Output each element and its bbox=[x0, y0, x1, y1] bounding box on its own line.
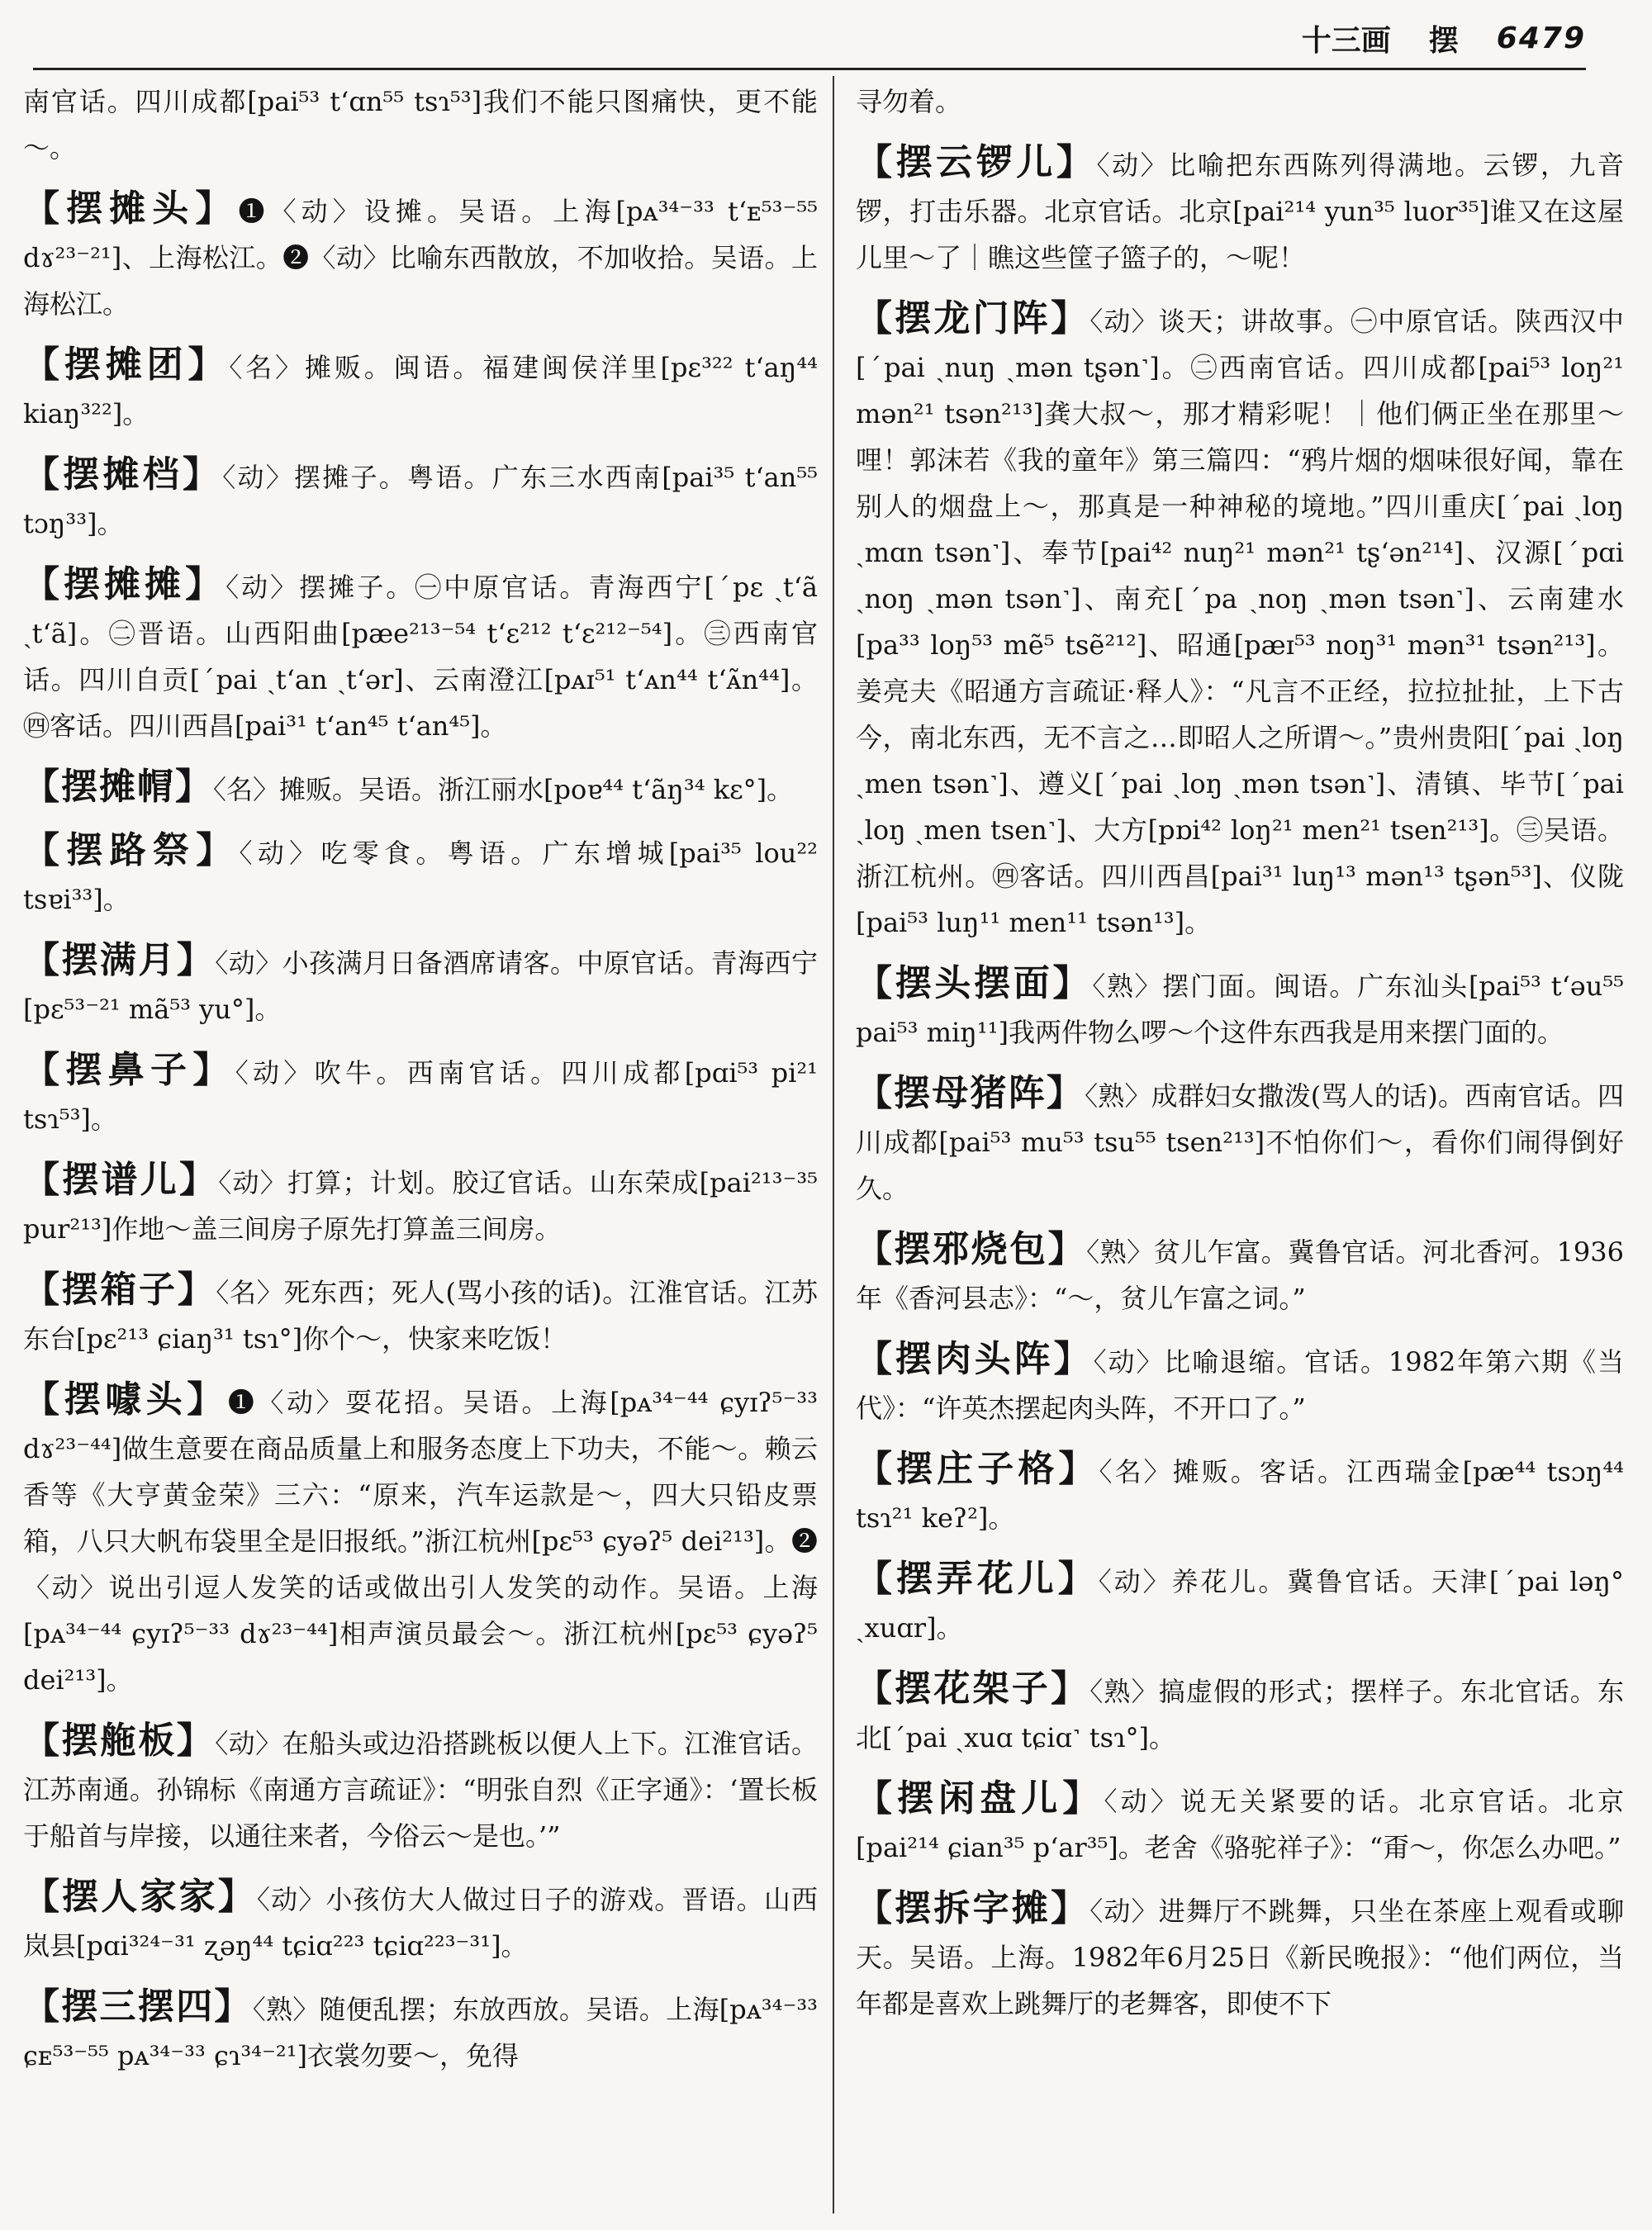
dictionary-entry bbox=[856, 1556, 1624, 1651]
section-label: 十三画 bbox=[1301, 22, 1391, 58]
dictionary-entry bbox=[23, 1874, 818, 1969]
entry-text: ❶〈动〉设摊。吴语。上海[pᴀ³⁴⁻³³ t‘ᴇ⁵³⁻⁵⁵ dɤ²³⁻²¹]、上海松江。❷〈动〉比喻东西散放，不加收拾。吴语。上海松江。 bbox=[23, 196, 818, 320]
dictionary-entry bbox=[856, 1886, 1624, 2027]
dictionary-entry bbox=[23, 937, 818, 1032]
entry-headword: 【摆拆字摊】 bbox=[856, 1887, 1090, 1929]
entry-text: 〈动〉摆摊子。粤语。广东三水西南[pai³⁵ t‘an⁵⁵ tɔŋ³³]。 bbox=[23, 462, 818, 539]
entry-headword: 【摆路祭】 bbox=[23, 829, 240, 871]
column-divider bbox=[833, 76, 834, 2213]
entry-headword: 【摆肉头阵】 bbox=[856, 1338, 1094, 1380]
entry-headword: 【摆摊头】 bbox=[23, 187, 239, 230]
entry-text: 〈名〉摊贩。吴语。浙江丽水[poɐ⁴⁴ t‘ãŋ³⁴ kɛ°]。 bbox=[213, 774, 794, 805]
entry-headword: 【摆云锣儿】 bbox=[856, 141, 1097, 183]
dictionary-entry bbox=[23, 1377, 818, 1703]
entry-text: 〈动〉吃零食。粤语。广东增城[pai³⁵ lou²² tsɐi³³]。 bbox=[23, 837, 818, 915]
dictionary-entry bbox=[856, 1226, 1624, 1321]
entry-headword: 【摆庄子格】 bbox=[856, 1448, 1099, 1490]
dictionary-entry bbox=[23, 1157, 818, 1252]
entry-headword: 【摆鼻子】 bbox=[23, 1049, 235, 1091]
entry-text: 〈熟〉成群妇女撒泼(骂人的话)。西南官话。四川成都[pai⁵³ mu⁵³ tsu⁵⁵ tsen²¹³]不怕你们～，看你们闹得倒好久。 bbox=[856, 1080, 1624, 1204]
entry-text: 〈名〉死东西；死人(骂小孩的话)。江淮官话。江苏东台[pɛ²¹³ ɕiaŋ³¹ tsɿ°]你个～，快家来吃饭！ bbox=[23, 1277, 818, 1355]
dictionary-entry bbox=[856, 961, 1624, 1056]
entry-text: 〈动〉进舞厅不跳舞，只坐在茶座上观看或聊天。吴语。上海。1982年6月25日《新民晚报》：“他们两位，当年都是喜欢上跳舞厅的老舞客，即使不下 bbox=[856, 1896, 1624, 2019]
entry-headword: 【摆三摆四】 bbox=[23, 1986, 253, 2028]
radical-char: 摆 bbox=[1428, 22, 1459, 58]
entry-text: 〈动〉打算；计划。胶辽官话。山东荣成[pai²¹³⁻³⁵ pur²¹³]作地～盖三间房子原先打算盖三间房。 bbox=[23, 1167, 818, 1245]
dictionary-entry bbox=[23, 562, 818, 749]
dictionary-entry bbox=[856, 1070, 1624, 1212]
entry-headword: 【摆满月】 bbox=[23, 939, 216, 981]
entry-headword: 【摆邪烧包】 bbox=[856, 1228, 1087, 1270]
dictionary-entry bbox=[856, 1336, 1624, 1431]
dictionary-entry bbox=[856, 140, 1624, 281]
entry-text: 〈动〉说无关紧要的话。北京官话。北京[pai²¹⁴ ɕian³⁵ p‘ar³⁵]。老舍《骆驼祥子》：“甭～，你怎么办吧。” bbox=[856, 1786, 1624, 1863]
entry-text: 〈动〉在船头或边沿搭跳板以便人上下。江淮官话。江苏南通。孙锦标《南通方言疏证》：“明张自烈《正字通》：‘置长板于船首与岸接，以通往来者，今俗云～是也。’” bbox=[23, 1728, 818, 1852]
dictionary-entry bbox=[23, 452, 818, 547]
entry-headword: 【摆摊档】 bbox=[23, 453, 223, 496]
entry-headword: 【摆噱头】 bbox=[23, 1378, 228, 1421]
dictionary-entry bbox=[856, 1666, 1624, 1761]
entry-text: 南官话。四川成都[pai⁵³ t‘ɑn⁵⁵ tsɿ⁵³]我们不能只图痛快，更不能～。 bbox=[23, 86, 818, 164]
right-column bbox=[856, 76, 1624, 2223]
entry-text: 〈熟〉摆门面。闽语。广东汕头[pai⁵³ t‘əu⁵⁵ pai⁵³ miŋ¹¹]我两件物么啰～个这件东西我是用来摆门面的。 bbox=[856, 970, 1624, 1048]
entry-text: 〈动〉摆摊子。㊀中原官话。青海西宁[ˊpɛ ˏt‘ã ˏt‘ã]。㊁晋语。山西阳曲[pæe²¹³⁻⁵⁴ t‘ɛ²¹² t‘ɛ²¹²⁻⁵⁴]。㊂西南官话。四川自贡[ˊpai ˏt‘an ˏt‘ər]、云南澄江[pᴀɪ⁵¹ t‘ᴀn⁴⁴ t‘ᴀ̃n⁴⁴]。㊃客话。四川西昌[pai³¹ t‘an⁴⁵ t‘an⁴⁵]。 bbox=[23, 572, 818, 742]
entry-text: 〈动〉吹牛。西南官话。四川成都[pɑi⁵³ pi²¹ tsɿ⁵³]。 bbox=[23, 1057, 818, 1135]
entry-headword: 【摆箱子】 bbox=[23, 1269, 216, 1311]
dictionary-entry bbox=[856, 296, 1624, 946]
entry-headword: 【摆弄花儿】 bbox=[856, 1558, 1099, 1600]
left-column bbox=[23, 76, 818, 2223]
entry-headword: 【摆䑨板】 bbox=[23, 1720, 216, 1762]
entry-text: 〈动〉比喻退缩。官话。1982年第六期《当代》：“许英杰摆起肉头阵，不开口了。” bbox=[856, 1346, 1624, 1424]
entry-text: 〈动〉小孩仿大人做过日子的游戏。晋语。山西岚县[pɑi³²⁴⁻³¹ ʐəŋ⁴⁴ tɕiɑ²²³ tɕiɑ²²³⁻³¹]。 bbox=[23, 1884, 818, 1962]
entry-headword: 【摆母猪阵】 bbox=[856, 1072, 1085, 1114]
entry-text: 〈熟〉随便乱摆；东放西放。吴语。上海[pᴀ³⁴⁻³³ ɕᴇ⁵³⁻⁵⁵ pᴀ³⁴⁻³³ ɕɿ³⁴⁻²¹]衣裳勿要～，免得 bbox=[23, 1994, 818, 2071]
dictionary-entry bbox=[856, 76, 1624, 125]
entry-text: 〈动〉比喻把东西陈列得满地。云锣，九音锣，打击乐器。北京官话。北京[pai²¹⁴ yun³⁵ luor³⁵]谁又在这屋儿里～了｜瞧这些筐子篮子的，～呢！ bbox=[856, 149, 1624, 273]
dictionary-entry bbox=[23, 1047, 818, 1142]
entry-text: 〈熟〉搞虚假的形式；摆样子。东北官话。东北[ˊpai ˏxuɑ tɕiɑ˺ tsɿ°]。 bbox=[856, 1676, 1624, 1753]
entry-headword: 【摆头摆面】 bbox=[856, 962, 1093, 1004]
dictionary-entry bbox=[23, 1267, 818, 1362]
entry-headword: 【摆花架子】 bbox=[856, 1668, 1090, 1710]
dictionary-entry bbox=[856, 1446, 1624, 1541]
entry-text: 〈动〉养花儿。冀鲁官话。天津[ˊpai ləŋ° ˏxuɑr]。 bbox=[856, 1566, 1624, 1644]
entry-text: 〈动〉谈天；讲故事。㊀中原官话。陕西汉中[ˊpai ˏnuŋ ˏmən tʂən˺]。㊁西南官话。四川成都[pai⁵³ loŋ²¹ mən²¹ tsən²¹³]龚大叔～，那才精彩呢！｜他们俩正坐在那里～哩！郭沫若《我的童年》第三篇四：“鸦片烟的烟味很好闻，靠在别人的烟盘上～，那真是一种神秘的境地。”四川重庆[ˊpai ˏloŋ ˏmɑn tsən˺]、奉节[pai⁴² nuŋ²¹ mən²¹ tʂ‘ən²¹⁴]、汉源[ˊpɑi ˏnoŋ ˏmən tsən˺]、南充[ˊpa ˏnoŋ ˏmən tsən˺]、云南建水[pa³³ loŋ⁵³ mẽ⁵ tsẽ²¹²]、昭通[pæɪ⁵³ noŋ³¹ mən³¹ tsən²¹³]。姜亮夫《昭通方言疏证·释人》：“凡言不正经，拉拉扯扯，上下古今，南北东西，无不言之…即昭人之所谓～。”贵州贵阳[ˊpai ˏloŋ ˏmen tsən˺]、遵义[ˊpai ˏloŋ ˏmən tsən˺]、清镇、毕节[ˊpai ˏloŋ ˏmen tsen˺]、大方[pɒi⁴² loŋ²¹ men²¹ tsen²¹³]。㊂吴语。浙江杭州。㊃客话。四川西昌[pai³¹ luŋ¹³ mən¹³ tʂən⁵³]、仪陇[pai⁵³ luŋ¹¹ men¹¹ tsən¹³]。 bbox=[856, 306, 1624, 938]
entry-text: 寻勿着。 bbox=[856, 86, 962, 117]
dictionary-entry bbox=[23, 1718, 818, 1859]
entry-headword: 【摆谱儿】 bbox=[23, 1159, 219, 1201]
entry-headword: 【摆摊㡌】 bbox=[23, 766, 213, 808]
page-number: 6479 bbox=[1496, 21, 1586, 55]
entry-text: ❶〈动〉耍花招。吴语。上海[pᴀ³⁴⁻⁴⁴ ɕyɪʔ⁵⁻³³ dɤ²³⁻⁴⁴]做生意要在商品质量上和服务态度上下功夫，不能～。赖云香等《大亨黄金荣》三六：“原来，汽车运款是～，四大只铅皮票箱，八只大帆布袋里全是旧报纸。”浙江杭州[pɛ⁵³ ɕyəʔ⁵ dei²¹³]。❷〈动〉说出引逗人发笑的话或做出引人发笑的动作。吴语。上海[pᴀ³⁴⁻⁴⁴ ɕyɪʔ⁵⁻³³ dɤ²³⁻⁴⁴]相声演员最会～。浙江杭州[pɛ⁵³ ɕyəʔ⁵ dei²¹³]。 bbox=[23, 1387, 818, 1696]
entry-headword: 【摆摊团】 bbox=[23, 344, 230, 386]
entry-headword: 【摆人家家】 bbox=[23, 1876, 257, 1918]
dictionary-entry bbox=[23, 764, 818, 813]
entry-text: 〈名〉摊贩。闽语。福建闽侯洋里[pɛ³²² t‘aŋ⁴⁴ kiaŋ³²²]。 bbox=[23, 352, 818, 429]
dictionary-entry bbox=[23, 828, 818, 923]
header-rule bbox=[33, 68, 1586, 70]
entry-headword: 【摆龙门阵】 bbox=[856, 297, 1090, 339]
entry-headword: 【摆摊摊】 bbox=[23, 563, 226, 605]
dictionary-entry bbox=[23, 1984, 818, 2079]
entry-text: 〈动〉小孩满月日备酒席请客。中原官话。青海西宁[pɛ⁵³⁻²¹ mã⁵³ yu°]。 bbox=[23, 947, 818, 1025]
dictionary-entry bbox=[856, 1776, 1624, 1871]
dictionary-entry bbox=[23, 76, 818, 171]
entry-text: 〈熟〉贫儿乍富。冀鲁官话。河北香河。1936年《香河县志》：“～，贫儿乍富之词。” bbox=[856, 1236, 1624, 1314]
dictionary-entry bbox=[23, 342, 818, 437]
entry-headword: 【摆闲盘儿】 bbox=[856, 1777, 1104, 1820]
dictionary-entry bbox=[23, 186, 818, 327]
page-header bbox=[33, 15, 1586, 61]
entry-text: 〈名〉摊贩。客话。江西瑞金[pæ⁴⁴ tsɔŋ⁴⁴ tsɿ²¹ keʔ²]。 bbox=[856, 1456, 1624, 1534]
